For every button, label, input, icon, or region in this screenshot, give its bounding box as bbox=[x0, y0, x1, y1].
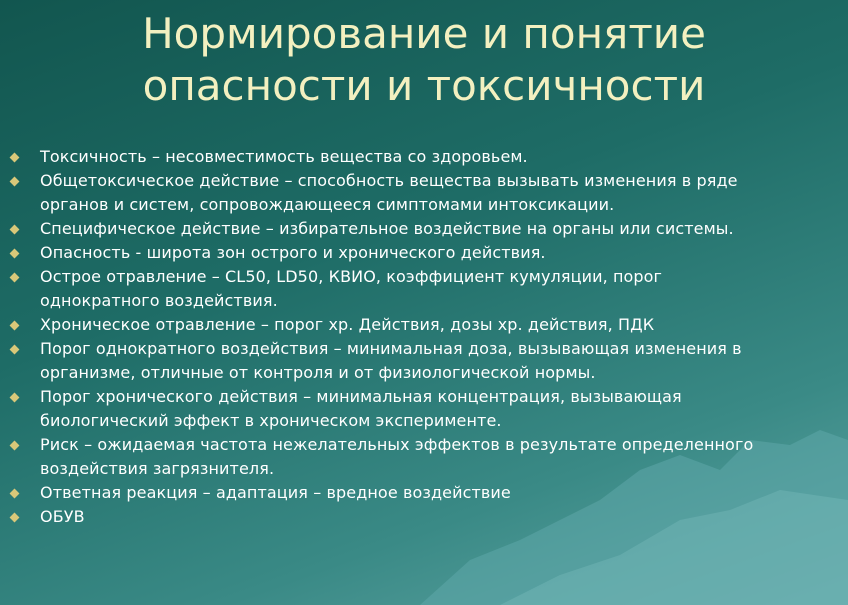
list-item bbox=[0, 265, 848, 313]
title-line-1: Нормирование и понятие bbox=[142, 9, 706, 58]
list-item bbox=[0, 505, 848, 529]
item-line: Острое отравление – CL50, LD50, КВИО, коэффициент кумуляции, порог bbox=[40, 267, 663, 286]
item-line: биологический эффект в хроническом эксперименте. bbox=[40, 411, 502, 430]
item-line: Специфическое действие – избирательное воздействие на органы или системы. bbox=[40, 219, 734, 238]
diamond-bullet-icon bbox=[10, 489, 20, 499]
diamond-bullet-icon bbox=[10, 249, 20, 259]
item-line: Риск – ожидаемая частота нежелательных эффектов в результате определенного bbox=[40, 435, 754, 454]
list-item bbox=[0, 433, 848, 481]
item-line: однократного воздействия. bbox=[40, 291, 278, 310]
bullet-list bbox=[0, 145, 848, 529]
item-line: организме, отличные от контроля и от физиологической нормы. bbox=[40, 363, 596, 382]
diamond-bullet-icon bbox=[10, 153, 20, 163]
list-item bbox=[0, 241, 848, 265]
item-line: Ответная реакция – адаптация – вредное воздействие bbox=[40, 483, 511, 502]
list-item bbox=[0, 337, 848, 385]
item-line: Хроническое отравление – порог хр. Действия, дозы хр. действия, ПДК bbox=[40, 315, 655, 334]
diamond-bullet-icon bbox=[10, 273, 20, 283]
slide-title bbox=[0, 8, 848, 112]
diamond-bullet-icon bbox=[10, 441, 20, 451]
item-line: ОБУВ bbox=[40, 507, 85, 526]
diamond-bullet-icon bbox=[10, 321, 20, 331]
list-item bbox=[0, 145, 848, 169]
diamond-bullet-icon bbox=[10, 177, 20, 187]
title-line-2: опасности и токсичности bbox=[142, 61, 706, 110]
item-line: Опасность - широта зон острого и хронического действия. bbox=[40, 243, 546, 262]
diamond-bullet-icon bbox=[10, 393, 20, 403]
list-item bbox=[0, 217, 848, 241]
item-line: Порог хронического действия – минимальная концентрация, вызывающая bbox=[40, 387, 682, 406]
list-item bbox=[0, 169, 848, 217]
item-line: Общетоксическое действие – способность вещества вызывать изменения в ряде bbox=[40, 171, 738, 190]
list-item bbox=[0, 385, 848, 433]
item-line: Порог однократного воздействия – минимальная доза, вызывающая изменения в bbox=[40, 339, 742, 358]
diamond-bullet-icon bbox=[10, 225, 20, 235]
list-item bbox=[0, 313, 848, 337]
item-line: воздействия загрязнителя. bbox=[40, 459, 275, 478]
list-item bbox=[0, 481, 848, 505]
item-line: органов и систем, сопровождающееся симптомами интоксикации. bbox=[40, 195, 615, 214]
diamond-bullet-icon bbox=[10, 345, 20, 355]
item-line: Токсичность – несовместимость вещества со здоровьем. bbox=[40, 147, 528, 166]
diamond-bullet-icon bbox=[10, 513, 20, 523]
